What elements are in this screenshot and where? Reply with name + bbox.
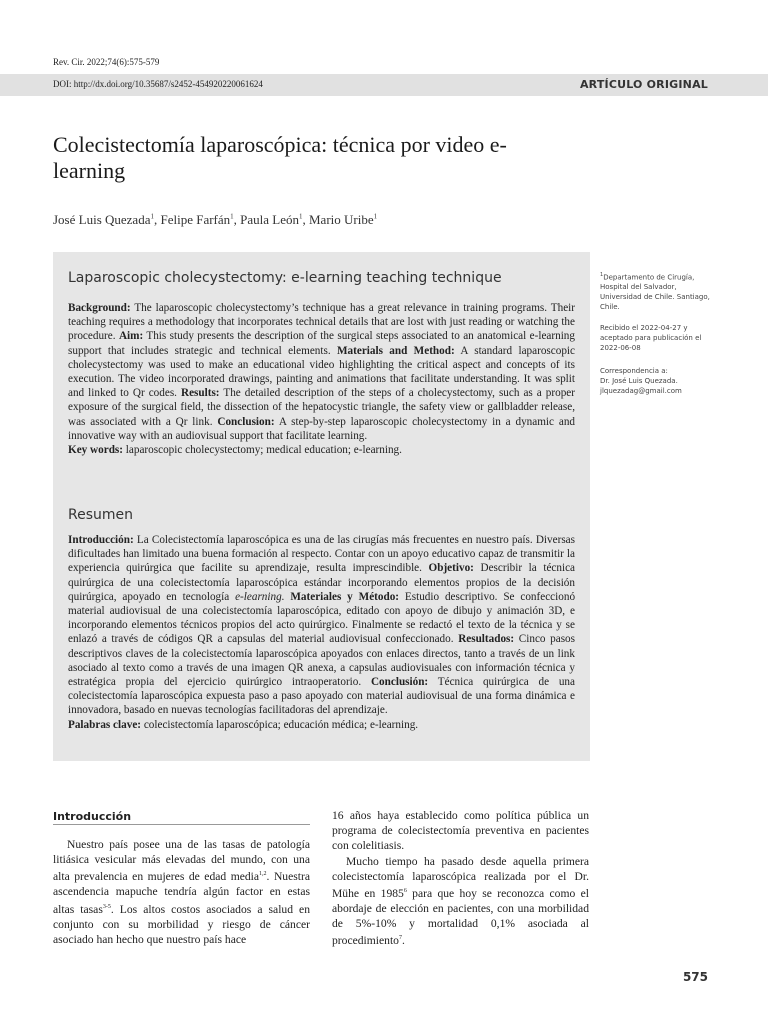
abstract-text: The detailed description of the steps of a cholecystectomy, such as a proper exposure of the surgical field, the dissection of the hepatocystic triangle, the safety view or gallbladder release, was associated with a Qr link. <box>68 387 575 428</box>
body-text: . Los altos costos asociados a salud en conjunto con su morbilidad y riesgo de cáncer asociado han hecho que nuestro país hace <box>53 902 311 946</box>
body-column-left <box>53 837 310 947</box>
abstract-label: Background: <box>68 302 131 314</box>
correspondence-label: Correspondencia a: <box>600 367 668 375</box>
resumen-title: Resumen <box>68 507 134 523</box>
page-number: 575 <box>682 970 708 984</box>
author-affiliation: 1 <box>230 212 234 221</box>
author-name: Paula León <box>240 212 299 227</box>
author-list: José Luis Quezada$^1$, Felipe Farfán$^1$, Paula León$^1$, Mario Uribe$^1$ <box>53 212 378 227</box>
abstract-text: The laparoscopic cholecystectomy’s technique has a great relevance in training programs. Their teaching requires a methodology that incorporates technical details that are lost with just reading or watching the procedure. <box>68 302 575 343</box>
correspondence-email[interactable]: jlquezadag@gmail.com <box>600 387 682 395</box>
introduction-heading: Introducción <box>53 810 132 823</box>
affiliation-sup: 1 <box>600 272 604 278</box>
citation-ref: 7 <box>398 935 402 942</box>
abstract-text: A standard laparoscopic cholecystectomy was used to make an educational video highlighting the critical aspect and concepts of its execution. The video incorporated drawings, painting and animations that facilitate understanding. It was split and linked to Qr codes. <box>68 344 575 400</box>
author-affiliation: 1 <box>150 212 154 221</box>
abstract-text: This study presents the description of the surgical steps associated to an anatomical e-learning support that includes strategic and technical elements. <box>68 330 575 357</box>
resumen-body <box>68 533 575 732</box>
resumen-label: Materiales y Método: <box>290 590 400 603</box>
resumen-text: Describir la técnica quirúrgica de una colecistectomía laparoscópica estándar incorporando elementos propios de la decisión quirúrgica, apoyado en tecnología <box>68 562 576 603</box>
article-type-label: ARTÍCULO ORIGINAL <box>579 78 708 91</box>
body-column-right <box>332 808 589 949</box>
citation-ref: 1,2 <box>259 871 267 878</box>
abstract-label: Aim: <box>118 330 144 343</box>
abstract-label: Materials and Method: <box>336 344 455 357</box>
affiliation-text: Departamento de Cirugía, Hospital del Salvador, Universidad de Chile. Santiago, Chile. <box>600 273 710 312</box>
keywords-text: colecistectomía laparoscópica; educación médica; e-learning. <box>143 718 419 731</box>
body-paragraph: 16 años haya establecido como política pública un programa de colecistectomía preventiva en pacientes con colelitiasis. <box>332 809 589 853</box>
resumen-text: Cinco pasos descriptivos claves de la colecistectomía laparoscópica apoyados con enlaces directos, tanto a través de un link asociado al texto como a través de una imagen QR anexa, a capsulas audiovisuales con información técnica y estratégica propia del ejercicio quirúrgico intraoperatorio. <box>68 633 576 689</box>
resumen-text: La Colecistectomía laparoscópica es una de las cirugías más frecuentes en nuestro país. Diversas dificultades han limitado una buena formación al respecto. Contar con un apoyo educativo capaz de transmitir la experiencia quirúrgica que facilite su aprendizaje, resulta imprescindible. <box>68 534 575 575</box>
heading-divider <box>53 824 310 825</box>
doi-link[interactable]: DOI: http://dx.doi.org/10.35687/s2452-454920220061624 <box>53 79 263 89</box>
resumen-label: Objetivo: <box>428 562 474 575</box>
abstract-label: Conclusion: <box>217 415 275 428</box>
author-name: Mario Uribe <box>308 212 374 227</box>
author-name: José Luis Quezada <box>53 212 151 227</box>
body-text: . <box>401 934 405 948</box>
resumen-label: Resultados: <box>458 633 515 646</box>
article-title: Colecistectomía laparoscópica: técnica por video e-learning <box>53 132 507 183</box>
abstract-label: Results: <box>181 387 220 400</box>
correspondence-name: Dr. José Luis Quezada. <box>600 377 678 385</box>
body-text: Mucho tiempo ha pasado desde aquella primera colecistectomía laparoscópica realizada por el Dr. Mühe en 1985 <box>332 854 589 900</box>
correspondence-note <box>600 366 715 396</box>
abstract-body <box>68 301 575 457</box>
body-paragraph <box>53 837 310 947</box>
abstract-text: A step-by-step laparoscopic cholecystectomy in a dynamic and innovative way with an audiovisual support that facilitate learning. <box>68 415 576 442</box>
journal-citation: Rev. Cir. 2022;74(6):575-579 <box>53 57 160 67</box>
resumen-italic-text: e-learning. <box>235 590 285 603</box>
resumen-label: Conclusión: <box>370 676 429 689</box>
resumen-label: Introducción: <box>68 534 134 546</box>
keywords-label: Palabras clave: <box>68 718 142 731</box>
author-affiliation: 1 <box>373 212 378 221</box>
body-text: para que hoy se reconozca como el abordaje de elección en pacientes, con una morbilidad de 5%-10% y mortalidad 0,1% asociada al procedimiento <box>332 886 589 948</box>
body-text: Nuestro país posee una de las tasas de patología litiásica vesicular más elevadas del mundo, con una alta prevalencia en mujeres de edad media <box>53 838 310 884</box>
citation-ref: 3-5 <box>102 903 111 910</box>
received-note: Recibido el 2022-04-27 y aceptado para publicación el 2022-06-08 <box>600 324 702 352</box>
keywords-label: Key words: <box>68 444 123 457</box>
keywords-text: laparoscopic cholecystectomy; medical education; e-learning. <box>125 444 402 457</box>
author-name: Felipe Farfán <box>160 212 231 227</box>
author-affiliation: 1 <box>298 212 303 221</box>
body-text: . Nuestra ascendencia mapuche tendría algún factor en estas altas tasas <box>53 870 310 916</box>
affiliation-note <box>600 270 715 312</box>
abstract-title: Laparoscopic cholecystectomy: e-learning teaching technique <box>68 270 502 286</box>
resumen-text: Técnica quirúrgica de una colecistectomía laparoscópica expuesta paso a paso apoyado con material audiovisual de una forma dinámica e innovadora, basado en nuevas tecnologías facilitadoras del aprendizaje. <box>68 676 575 717</box>
resumen-text: Estudio descriptivo. Se confeccionó material audiovisual de una colecistectomía laparoscópica, editado con apoyo de dibujo y animación 3D, e incorporando elementos técnicos propios del acto quirúrgico. Finalmente se redactó el texto de la técnica y se enlazó a través de códigos QR a capsulas del material audiovisual confeccionado. <box>68 590 576 646</box>
citation-ref: 6 <box>403 888 407 895</box>
body-paragraph <box>332 854 589 949</box>
